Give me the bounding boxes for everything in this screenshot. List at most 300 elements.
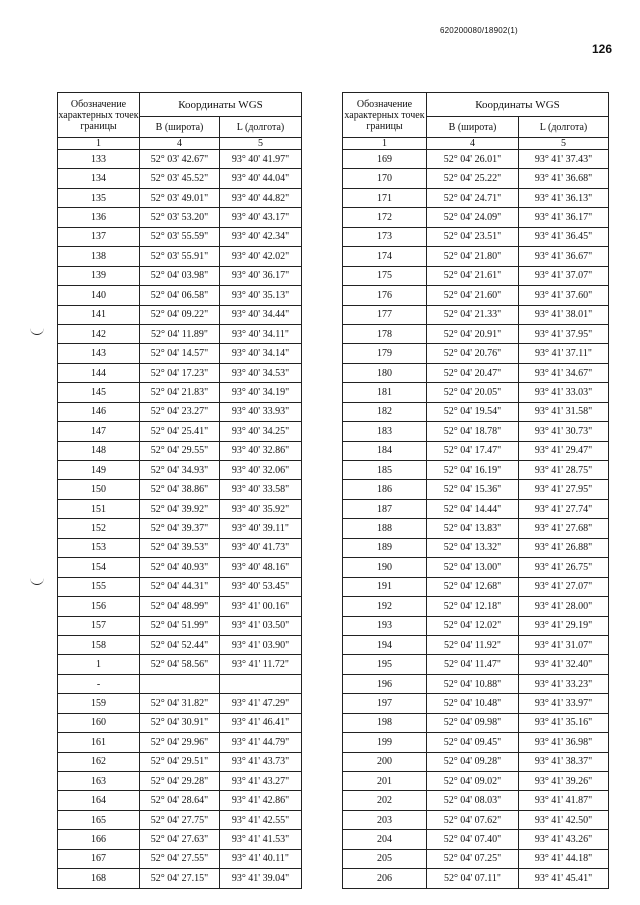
longitude-cell: 93° 41' 38.01" — [519, 305, 609, 324]
latitude-cell: 52° 04' 23.27" — [140, 402, 220, 421]
point-id-cell: 141 — [58, 305, 140, 324]
table-row — [58, 519, 302, 538]
latitude-cell: 52° 03' 53.20" — [140, 208, 220, 227]
table-row — [343, 305, 609, 324]
latitude-cell: 52° 04' 51.99" — [140, 616, 220, 635]
table-row — [58, 791, 302, 810]
longitude-cell: 93° 41' 39.26" — [519, 772, 609, 791]
longitude-cell: 93° 41' 42.50" — [519, 810, 609, 829]
coordinates-table-left — [57, 92, 302, 889]
longitude-cell: 93° 41' 33.23" — [519, 674, 609, 693]
header-column-number: 1 — [58, 138, 140, 150]
latitude-cell: 52° 04' 34.93" — [140, 461, 220, 480]
point-id-cell: 164 — [58, 791, 140, 810]
latitude-cell: 52° 04' 27.63" — [140, 830, 220, 849]
latitude-cell: 52° 04' 03.98" — [140, 266, 220, 285]
latitude-cell: 52° 04' 21.60" — [427, 286, 519, 305]
latitude-cell: 52° 04' 31.82" — [140, 694, 220, 713]
latitude-cell: 52° 04' 27.55" — [140, 849, 220, 868]
longitude-cell: 93° 41' 27.07" — [519, 577, 609, 596]
longitude-cell: 93° 41' 42.55" — [220, 810, 302, 829]
latitude-cell: 52° 04' 29.28" — [140, 772, 220, 791]
latitude-cell: 52° 04' 28.64" — [140, 791, 220, 810]
longitude-cell: 93° 41' 28.75" — [519, 461, 609, 480]
longitude-cell: 93° 40' 35.92" — [220, 499, 302, 518]
point-id-cell: 139 — [58, 266, 140, 285]
point-id-cell: 190 — [343, 558, 427, 577]
point-id-cell: 181 — [343, 383, 427, 402]
longitude-cell: 93° 41' 42.86" — [220, 791, 302, 810]
point-id-cell: 169 — [343, 150, 427, 169]
longitude-cell: 93° 41' 44.18" — [519, 849, 609, 868]
table-row — [58, 422, 302, 441]
table-row — [58, 558, 302, 577]
table-row — [58, 480, 302, 499]
table-row — [343, 791, 609, 810]
table-row — [343, 227, 609, 246]
point-id-cell: 165 — [58, 810, 140, 829]
table-row — [58, 286, 302, 305]
longitude-cell: 93° 40' 41.73" — [220, 538, 302, 557]
longitude-cell: 93° 41' 37.43" — [519, 150, 609, 169]
latitude-cell: 52° 04' 44.31" — [140, 577, 220, 596]
point-id-cell: 202 — [343, 791, 427, 810]
table-row — [58, 830, 302, 849]
table-row — [343, 772, 609, 791]
table-row — [343, 344, 609, 363]
longitude-cell: 93° 41' 41.87" — [519, 791, 609, 810]
latitude-cell: 52° 04' 11.89" — [140, 324, 220, 343]
table-row — [58, 655, 302, 674]
latitude-cell: 52° 04' 21.80" — [427, 247, 519, 266]
latitude-cell: 52° 04' 39.53" — [140, 538, 220, 557]
header-latitude: В (широта) — [427, 117, 519, 138]
point-id-cell: 161 — [58, 733, 140, 752]
latitude-cell: 52° 04' 27.75" — [140, 810, 220, 829]
header-column-number: 5 — [220, 138, 302, 150]
point-id-cell: 162 — [58, 752, 140, 771]
latitude-cell: 52° 04' 25.41" — [140, 422, 220, 441]
table-row — [58, 597, 302, 616]
latitude-cell: 52° 04' 13.83" — [427, 519, 519, 538]
longitude-cell: 93° 40' 34.53" — [220, 363, 302, 382]
latitude-cell: 52° 04' 13.00" — [427, 558, 519, 577]
latitude-cell: 52° 03' 42.67" — [140, 150, 220, 169]
table-row — [58, 772, 302, 791]
point-id-cell: 206 — [343, 869, 427, 888]
longitude-cell: 93° 41' 27.68" — [519, 519, 609, 538]
latitude-cell: 52° 04' 48.99" — [140, 597, 220, 616]
longitude-cell — [220, 674, 302, 693]
table-row — [343, 519, 609, 538]
point-id-cell: 194 — [343, 635, 427, 654]
longitude-cell: 93° 41' 37.11" — [519, 344, 609, 363]
point-id-cell: 195 — [343, 655, 427, 674]
latitude-cell: 52° 04' 20.47" — [427, 363, 519, 382]
point-id-cell: 198 — [343, 713, 427, 732]
latitude-cell: 52° 04' 14.57" — [140, 344, 220, 363]
point-id-cell: 157 — [58, 616, 140, 635]
table-row — [343, 713, 609, 732]
table-row — [343, 674, 609, 693]
table-row — [58, 402, 302, 421]
latitude-cell: 52° 04' 24.71" — [427, 188, 519, 207]
latitude-cell: 52° 04' 16.19" — [427, 461, 519, 480]
point-id-cell: 1 — [58, 655, 140, 674]
header-coordinates-wgs: Координаты WGS — [140, 93, 302, 117]
latitude-cell: 52° 04' 25.22" — [427, 169, 519, 188]
latitude-cell: 52° 04' 10.88" — [427, 674, 519, 693]
longitude-cell: 93° 41' 29.19" — [519, 616, 609, 635]
table-row — [58, 810, 302, 829]
longitude-cell: 93° 41' 35.16" — [519, 713, 609, 732]
latitude-cell: 52° 04' 21.61" — [427, 266, 519, 285]
table-row — [58, 247, 302, 266]
latitude-cell: 52° 04' 09.28" — [427, 752, 519, 771]
point-id-cell: 174 — [343, 247, 427, 266]
longitude-cell: 93° 41' 11.72" — [220, 655, 302, 674]
table-row — [343, 150, 609, 169]
longitude-cell: 93° 41' 28.00" — [519, 597, 609, 616]
point-id-cell: 135 — [58, 188, 140, 207]
point-id-cell: 176 — [343, 286, 427, 305]
longitude-cell: 93° 40' 35.13" — [220, 286, 302, 305]
latitude-cell: 52° 04' 12.68" — [427, 577, 519, 596]
table-row — [58, 577, 302, 596]
table-row — [343, 655, 609, 674]
longitude-cell: 93° 41' 34.67" — [519, 363, 609, 382]
point-id-cell: 156 — [58, 597, 140, 616]
table-row — [343, 247, 609, 266]
point-id-cell: 205 — [343, 849, 427, 868]
point-id-cell: 155 — [58, 577, 140, 596]
longitude-cell: 93° 40' 53.45" — [220, 577, 302, 596]
latitude-cell: 52° 04' 09.45" — [427, 733, 519, 752]
table-row — [343, 422, 609, 441]
longitude-cell: 93° 40' 42.34" — [220, 227, 302, 246]
point-id-cell: 193 — [343, 616, 427, 635]
longitude-cell: 93° 40' 44.82" — [220, 188, 302, 207]
longitude-cell: 93° 41' 36.45" — [519, 227, 609, 246]
point-id-cell: 158 — [58, 635, 140, 654]
point-id-cell: 142 — [58, 324, 140, 343]
header-longitude: L (долгота) — [220, 117, 302, 138]
table-row — [58, 208, 302, 227]
longitude-cell: 93° 41' 46.41" — [220, 713, 302, 732]
longitude-cell: 93° 41' 43.73" — [220, 752, 302, 771]
table-row — [58, 733, 302, 752]
point-id-cell: 147 — [58, 422, 140, 441]
latitude-cell: 52° 04' 40.93" — [140, 558, 220, 577]
point-id-cell: 177 — [343, 305, 427, 324]
longitude-cell: 93° 41' 31.07" — [519, 635, 609, 654]
longitude-cell: 93° 40' 33.93" — [220, 402, 302, 421]
longitude-cell: 93° 40' 36.17" — [220, 266, 302, 285]
point-id-cell: 171 — [343, 188, 427, 207]
table-row — [58, 441, 302, 460]
longitude-cell: 93° 41' 29.47" — [519, 441, 609, 460]
latitude-cell: 52° 04' 19.54" — [427, 402, 519, 421]
table-row — [343, 169, 609, 188]
header-column-number: 4 — [140, 138, 220, 150]
point-id-cell: 136 — [58, 208, 140, 227]
point-id-cell: 203 — [343, 810, 427, 829]
longitude-cell: 93° 41' 03.50" — [220, 616, 302, 635]
point-id-cell: 151 — [58, 499, 140, 518]
longitude-cell: 93° 41' 36.68" — [519, 169, 609, 188]
latitude-cell: 52° 04' 17.47" — [427, 441, 519, 460]
point-id-cell: 170 — [343, 169, 427, 188]
table-row — [343, 558, 609, 577]
point-id-cell: 179 — [343, 344, 427, 363]
latitude-cell: 52° 04' 07.62" — [427, 810, 519, 829]
latitude-cell: 52° 04' 12.18" — [427, 597, 519, 616]
table-row — [58, 169, 302, 188]
table-row — [343, 635, 609, 654]
point-id-cell: 173 — [343, 227, 427, 246]
table-row — [343, 499, 609, 518]
latitude-cell: 52° 04' 27.15" — [140, 869, 220, 888]
longitude-cell: 93° 41' 03.90" — [220, 635, 302, 654]
latitude-cell: 52° 04' 21.83" — [140, 383, 220, 402]
longitude-cell: 93° 41' 47.29" — [220, 694, 302, 713]
point-id-cell: 159 — [58, 694, 140, 713]
point-id-cell: 140 — [58, 286, 140, 305]
table-row — [58, 344, 302, 363]
margin-mark — [30, 326, 44, 335]
latitude-cell: 52° 04' 20.76" — [427, 344, 519, 363]
table-row — [58, 694, 302, 713]
longitude-cell: 93° 41' 31.58" — [519, 402, 609, 421]
latitude-cell: 52° 04' 24.09" — [427, 208, 519, 227]
latitude-cell: 52° 04' 26.01" — [427, 150, 519, 169]
point-id-cell: 175 — [343, 266, 427, 285]
latitude-cell: 52° 04' 10.48" — [427, 694, 519, 713]
table-row — [58, 188, 302, 207]
point-id-cell: 160 — [58, 713, 140, 732]
point-id-cell: 168 — [58, 869, 140, 888]
point-id-cell: 134 — [58, 169, 140, 188]
table-row — [343, 286, 609, 305]
latitude-cell: 52° 04' 09.22" — [140, 305, 220, 324]
latitude-cell: 52° 04' 20.05" — [427, 383, 519, 402]
point-id-cell: 145 — [58, 383, 140, 402]
latitude-cell: 52° 04' 11.47" — [427, 655, 519, 674]
longitude-cell: 93° 41' 36.13" — [519, 188, 609, 207]
table-row — [343, 869, 609, 888]
latitude-cell: 52° 03' 55.59" — [140, 227, 220, 246]
point-id-cell: 172 — [343, 208, 427, 227]
table-row — [343, 480, 609, 499]
header-coordinates-wgs: Координаты WGS — [427, 93, 609, 117]
latitude-cell: 52° 04' 11.92" — [427, 635, 519, 654]
table-row — [343, 441, 609, 460]
point-id-cell: 148 — [58, 441, 140, 460]
point-id-cell: 199 — [343, 733, 427, 752]
point-id-cell: 188 — [343, 519, 427, 538]
point-id-cell: 186 — [343, 480, 427, 499]
margin-mark — [30, 576, 44, 585]
longitude-cell: 93° 41' 43.27" — [220, 772, 302, 791]
header-column-number: 5 — [519, 138, 609, 150]
table-row — [58, 674, 302, 693]
latitude-cell: 52° 04' 39.92" — [140, 499, 220, 518]
point-id-cell: 183 — [343, 422, 427, 441]
longitude-cell: 93° 40' 32.86" — [220, 441, 302, 460]
latitude-cell: 52° 04' 13.32" — [427, 538, 519, 557]
latitude-cell: 52° 03' 49.01" — [140, 188, 220, 207]
longitude-cell: 93° 41' 36.98" — [519, 733, 609, 752]
table-row — [58, 635, 302, 654]
longitude-cell: 93° 40' 42.02" — [220, 247, 302, 266]
longitude-cell: 93° 40' 41.97" — [220, 150, 302, 169]
latitude-cell: 52° 04' 29.55" — [140, 441, 220, 460]
longitude-cell: 93° 41' 26.75" — [519, 558, 609, 577]
point-id-cell: 191 — [343, 577, 427, 596]
longitude-cell: 93° 41' 37.07" — [519, 266, 609, 285]
latitude-cell: 52° 04' 52.44" — [140, 635, 220, 654]
point-id-cell: 138 — [58, 247, 140, 266]
table-row — [343, 188, 609, 207]
page-number: 126 — [592, 42, 613, 56]
header-latitude: В (широта) — [140, 117, 220, 138]
coordinates-table-right — [342, 92, 609, 889]
point-id-cell: 185 — [343, 461, 427, 480]
table-row — [343, 830, 609, 849]
latitude-cell: 52° 04' 17.23" — [140, 363, 220, 382]
table-row — [343, 849, 609, 868]
table-row — [58, 869, 302, 888]
point-id-cell: 149 — [58, 461, 140, 480]
point-id-cell: 182 — [343, 402, 427, 421]
longitude-cell: 93° 41' 41.53" — [220, 830, 302, 849]
point-id-cell: 153 — [58, 538, 140, 557]
latitude-cell: 52° 04' 29.96" — [140, 733, 220, 752]
longitude-cell: 93° 40' 32.06" — [220, 461, 302, 480]
latitude-cell: 52° 04' 30.91" — [140, 713, 220, 732]
table-row — [58, 713, 302, 732]
table-row — [343, 208, 609, 227]
longitude-cell: 93° 40' 33.58" — [220, 480, 302, 499]
longitude-cell: 93° 40' 34.11" — [220, 324, 302, 343]
latitude-cell: 52° 04' 07.25" — [427, 849, 519, 868]
longitude-cell: 93° 41' 39.04" — [220, 869, 302, 888]
longitude-cell: 93° 40' 34.44" — [220, 305, 302, 324]
latitude-cell: 52° 04' 58.56" — [140, 655, 220, 674]
table-row — [343, 363, 609, 382]
point-id-cell: 201 — [343, 772, 427, 791]
longitude-cell: 93° 41' 00.16" — [220, 597, 302, 616]
latitude-cell: 52° 04' 29.51" — [140, 752, 220, 771]
latitude-cell: 52° 04' 23.51" — [427, 227, 519, 246]
longitude-cell: 93° 40' 34.25" — [220, 422, 302, 441]
longitude-cell: 93° 41' 44.79" — [220, 733, 302, 752]
longitude-cell: 93° 41' 40.11" — [220, 849, 302, 868]
latitude-cell: 52° 03' 45.52" — [140, 169, 220, 188]
longitude-cell: 93° 41' 33.97" — [519, 694, 609, 713]
point-id-cell: 163 — [58, 772, 140, 791]
latitude-cell: 52° 04' 38.86" — [140, 480, 220, 499]
point-id-cell: 200 — [343, 752, 427, 771]
header-longitude: L (долгота) — [519, 117, 609, 138]
longitude-cell: 93° 41' 27.74" — [519, 499, 609, 518]
table-row — [58, 499, 302, 518]
longitude-cell: 93° 41' 36.17" — [519, 208, 609, 227]
header-column-number: 1 — [343, 138, 427, 150]
table-row — [58, 266, 302, 285]
table-row — [343, 810, 609, 829]
table-row — [343, 538, 609, 557]
point-id-cell: 137 — [58, 227, 140, 246]
latitude-cell — [140, 674, 220, 693]
table-row — [58, 324, 302, 343]
longitude-cell: 93° 41' 37.60" — [519, 286, 609, 305]
longitude-cell: 93° 41' 43.26" — [519, 830, 609, 849]
table-row — [343, 383, 609, 402]
longitude-cell: 93° 40' 34.19" — [220, 383, 302, 402]
table-row — [58, 752, 302, 771]
latitude-cell: 52° 04' 15.36" — [427, 480, 519, 499]
table-row — [343, 752, 609, 771]
latitude-cell: 52° 04' 09.98" — [427, 713, 519, 732]
table-row — [58, 363, 302, 382]
point-id-cell: 146 — [58, 402, 140, 421]
latitude-cell: 52° 04' 18.78" — [427, 422, 519, 441]
longitude-cell: 93° 40' 39.11" — [220, 519, 302, 538]
point-id-cell: 144 — [58, 363, 140, 382]
point-id-cell: 150 — [58, 480, 140, 499]
table-row — [58, 538, 302, 557]
point-id-cell: 184 — [343, 441, 427, 460]
longitude-cell: 93° 40' 43.17" — [220, 208, 302, 227]
table-row — [343, 402, 609, 421]
longitude-cell: 93° 41' 26.88" — [519, 538, 609, 557]
latitude-cell: 52° 03' 55.91" — [140, 247, 220, 266]
latitude-cell: 52° 04' 39.37" — [140, 519, 220, 538]
point-id-cell: 197 — [343, 694, 427, 713]
table-row — [58, 616, 302, 635]
point-id-cell: 187 — [343, 499, 427, 518]
point-id-cell: 166 — [58, 830, 140, 849]
point-id-cell: 167 — [58, 849, 140, 868]
latitude-cell: 52° 04' 20.91" — [427, 324, 519, 343]
table-row — [58, 383, 302, 402]
point-id-cell: 154 — [58, 558, 140, 577]
point-id-cell: 143 — [58, 344, 140, 363]
table-row — [343, 324, 609, 343]
table-row — [58, 461, 302, 480]
longitude-cell: 93° 41' 38.37" — [519, 752, 609, 771]
latitude-cell: 52° 04' 21.33" — [427, 305, 519, 324]
longitude-cell: 93° 40' 34.14" — [220, 344, 302, 363]
latitude-cell: 52° 04' 08.03" — [427, 791, 519, 810]
latitude-cell: 52° 04' 07.40" — [427, 830, 519, 849]
header-column-number: 4 — [427, 138, 519, 150]
latitude-cell: 52° 04' 09.02" — [427, 772, 519, 791]
latitude-cell: 52° 04' 12.02" — [427, 616, 519, 635]
table-row — [343, 461, 609, 480]
longitude-cell: 93° 41' 32.40" — [519, 655, 609, 674]
table-row — [343, 733, 609, 752]
point-id-cell: 178 — [343, 324, 427, 343]
point-id-cell: 192 — [343, 597, 427, 616]
longitude-cell: 93° 40' 48.16" — [220, 558, 302, 577]
table-row — [343, 616, 609, 635]
longitude-cell: 93° 41' 33.03" — [519, 383, 609, 402]
latitude-cell: 52° 04' 06.58" — [140, 286, 220, 305]
table-row — [58, 305, 302, 324]
longitude-cell: 93° 41' 36.67" — [519, 247, 609, 266]
